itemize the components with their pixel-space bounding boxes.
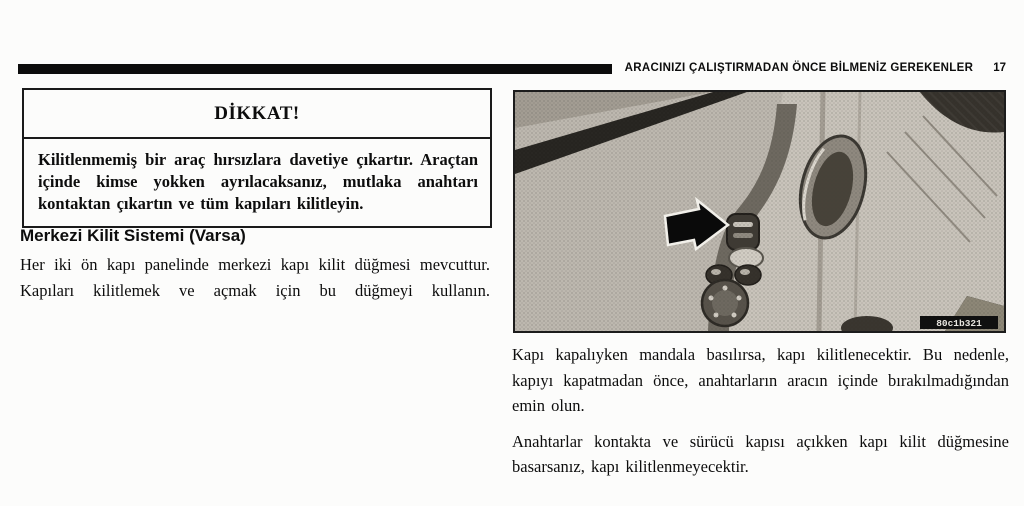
- halftone-overlay: [515, 92, 1004, 331]
- section-heading: Merkezi Kilit Sistemi (Varsa): [20, 226, 246, 245]
- warning-box-body: Kilitlenmemiş bir araç hırsızlara davetiye çıkartır. Araçtan içinde kimse yokken ayrılacaksanız, mutlaka anahtarı kontaktan çıkartın ve tüm kapıları kilitleyin.: [38, 150, 478, 213]
- caption-paragraph-2: Anahtarlar kontakta ve sürücü kapısı açıkken kapı kilit düğmesine basarsanız, kapı kilitlenmeyecektir.: [512, 431, 1009, 477]
- running-header-title: ARACINIZI ÇALIŞTIRMADAN ÖNCE BİLMENİZ GEREKENLER: [624, 62, 974, 74]
- page-header: [18, 58, 1006, 78]
- page-number: 17: [993, 62, 1006, 74]
- warning-box-title: DİKKAT!: [24, 90, 490, 139]
- warning-box: [22, 88, 492, 228]
- door-panel-figure: [513, 90, 1006, 333]
- header-rule-bar: [18, 64, 612, 74]
- figure-caption: [512, 342, 1009, 480]
- section-body: Her iki ön kapı panelinde merkezi kapı kilit düğmesi mevcuttur. Kapıları kilitlemek ve açmak için bu düğmeyi kullanın.: [20, 255, 490, 300]
- door-panel-photo: [515, 92, 1004, 331]
- caption-paragraph-1: Kapı kapalıyken mandala basılırsa, kapı kilitlenecektir. Bu nedenle, kapıyı kapatmadan önce, anahtarların aracın içinde bırakılmadığından emin olun.: [512, 345, 1009, 416]
- photo-label: 80c1b321: [936, 318, 982, 329]
- photo-label-chip: [920, 316, 998, 329]
